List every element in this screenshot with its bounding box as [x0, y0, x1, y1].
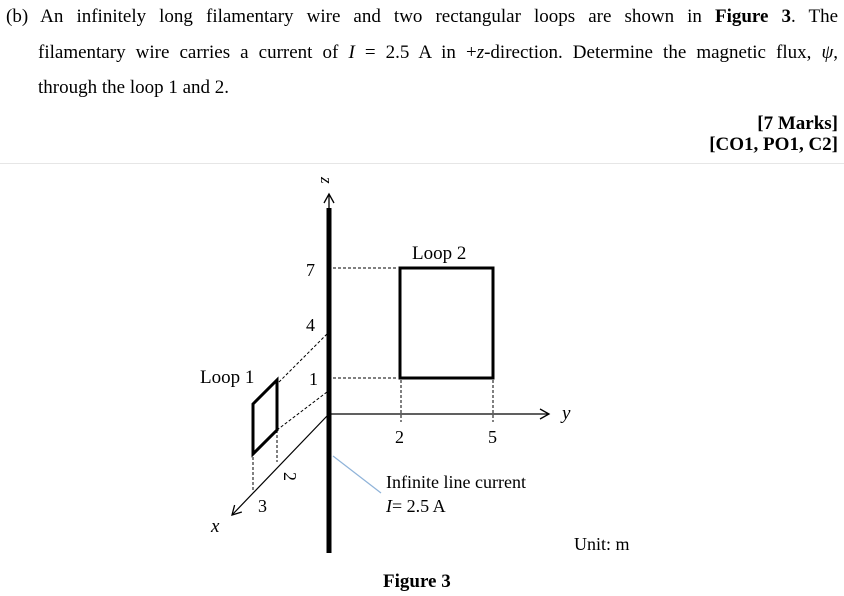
marks-label: [7 Marks]	[757, 113, 838, 134]
question-text: filamentary wire carries a current of	[38, 42, 339, 63]
loop-1-label: Loop 1	[200, 367, 255, 388]
question-text: ,	[833, 42, 839, 63]
current-label-line-1: Infinite line current	[386, 472, 526, 492]
x-tick-2: 2	[280, 472, 300, 481]
guide-z4-dashed	[277, 334, 327, 384]
outcomes-label: [CO1, PO1, C2]	[709, 134, 838, 155]
direction-symbol: z	[476, 42, 485, 63]
current-symbol: I	[348, 42, 355, 63]
figure-caption: Figure 3	[383, 571, 451, 592]
current-value: = 2.5 A	[392, 496, 446, 516]
loop-2-label: Loop 2	[412, 243, 467, 264]
current-value: = 2.5 A in +	[354, 42, 477, 63]
current-leader-line	[333, 456, 381, 493]
unit-label: Unit: m	[574, 534, 630, 554]
x-tick-3: 3	[258, 496, 267, 516]
question-text: An infinitely long filamentary wire and two rectangular loops are shown in	[40, 6, 702, 27]
current-label-line-2	[385, 496, 446, 516]
current-symbol: I	[386, 496, 392, 516]
loop-1	[253, 380, 277, 454]
question-line-3: through the loop 1 and 2.	[38, 77, 230, 98]
question-text: . The	[791, 6, 839, 27]
y-tick-2: 2	[395, 427, 404, 447]
z-tick-1: 1	[309, 369, 318, 389]
z-tick-7: 7	[306, 260, 315, 280]
y-tick-5: 5	[488, 427, 497, 447]
x-axis	[232, 416, 327, 515]
loop-2	[400, 268, 493, 378]
question-text: -direction. Determine the magnetic flux,	[484, 42, 812, 63]
z-tick-4: 4	[306, 315, 315, 335]
flux-symbol: ψ	[821, 42, 834, 63]
z-axis-label: z	[317, 177, 336, 184]
x-axis-label: x	[211, 516, 220, 537]
y-axis-label: y	[562, 403, 571, 424]
figure-reference: Figure 3	[714, 6, 791, 27]
part-label: (b)	[6, 6, 29, 27]
